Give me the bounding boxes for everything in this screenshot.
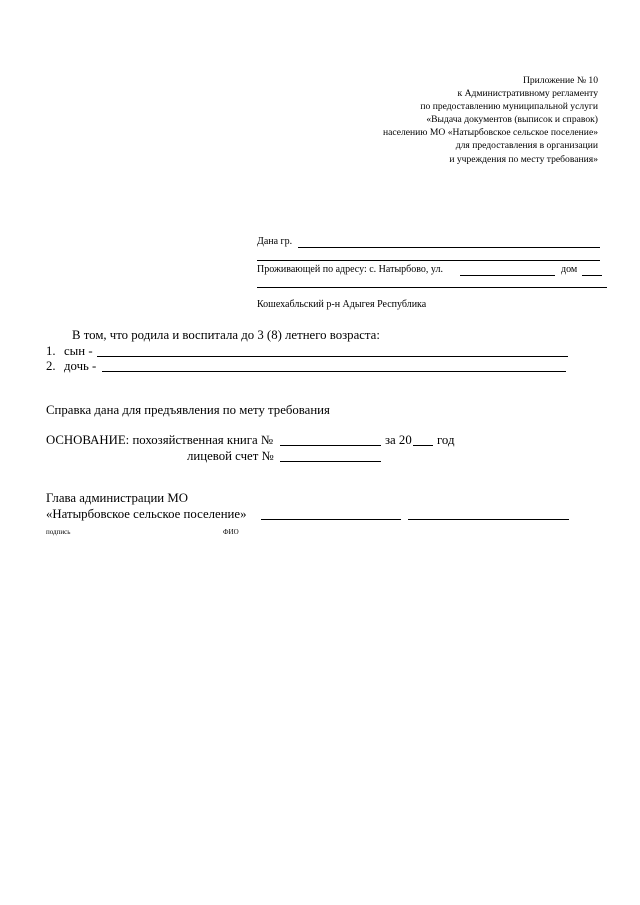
full-name-field[interactable] xyxy=(408,519,569,520)
signatory-title-1: Глава администрации МО xyxy=(46,491,188,505)
appendix-line-3: по предоставлению муниципальной услуги xyxy=(420,101,598,113)
account-label: лицевой счет № xyxy=(187,449,274,463)
signature-caption: подпись xyxy=(46,528,71,536)
appendix-line-7: и учреждения по месту требования» xyxy=(449,153,598,165)
address-label: Проживающей по адресу: с. Натырбово, ул. xyxy=(257,264,443,275)
household-book-field[interactable] xyxy=(280,445,381,446)
appendix-line-1: Приложение № 10 xyxy=(522,75,598,86)
appendix-line-5: населению МО «Натырбовское сельское поселение» xyxy=(382,127,598,139)
region-text: Кошехабльский р-н Адыгея Республика xyxy=(257,299,427,310)
signature-field[interactable] xyxy=(261,519,401,520)
intro-text: В том, что родила и воспитала до 3 (8) летнего возраста: xyxy=(72,328,380,342)
year-suffix: год xyxy=(437,433,455,447)
year-field[interactable] xyxy=(413,445,433,446)
given-to-label: Дана гр. xyxy=(257,236,293,247)
item-number-1: 1. xyxy=(46,344,56,358)
given-to-field-continued[interactable] xyxy=(257,260,600,261)
appendix-line-4: «Выдача документов (выписок и справок) xyxy=(426,114,598,126)
house-label: дом xyxy=(561,264,578,275)
purpose-text: Справка дана для предъявления по мету требования xyxy=(46,403,330,417)
son-field[interactable] xyxy=(97,356,568,357)
given-to-field[interactable] xyxy=(298,247,600,248)
signatory-title-2: «Натырбовское сельское поселение» xyxy=(46,507,247,521)
house-field[interactable] xyxy=(582,275,602,276)
appendix-header xyxy=(383,74,598,166)
appendix-line-2: к Административному регламенту xyxy=(457,88,598,100)
year-prefix: за 20 xyxy=(385,433,412,447)
basis-label: ОСНОВАНИЕ: похозяйственная книга № xyxy=(46,433,274,447)
son-label: сын - xyxy=(64,344,93,358)
account-field[interactable] xyxy=(280,461,381,462)
appendix-line-6: для предоставления в организации xyxy=(455,140,598,152)
address-field-continued[interactable] xyxy=(257,287,607,288)
item-number-2: 2. xyxy=(46,359,56,373)
full-name-caption: ФИО xyxy=(223,528,239,536)
daughter-field[interactable] xyxy=(102,371,566,372)
daughter-label: дочь - xyxy=(64,359,97,373)
street-field[interactable] xyxy=(460,275,555,276)
